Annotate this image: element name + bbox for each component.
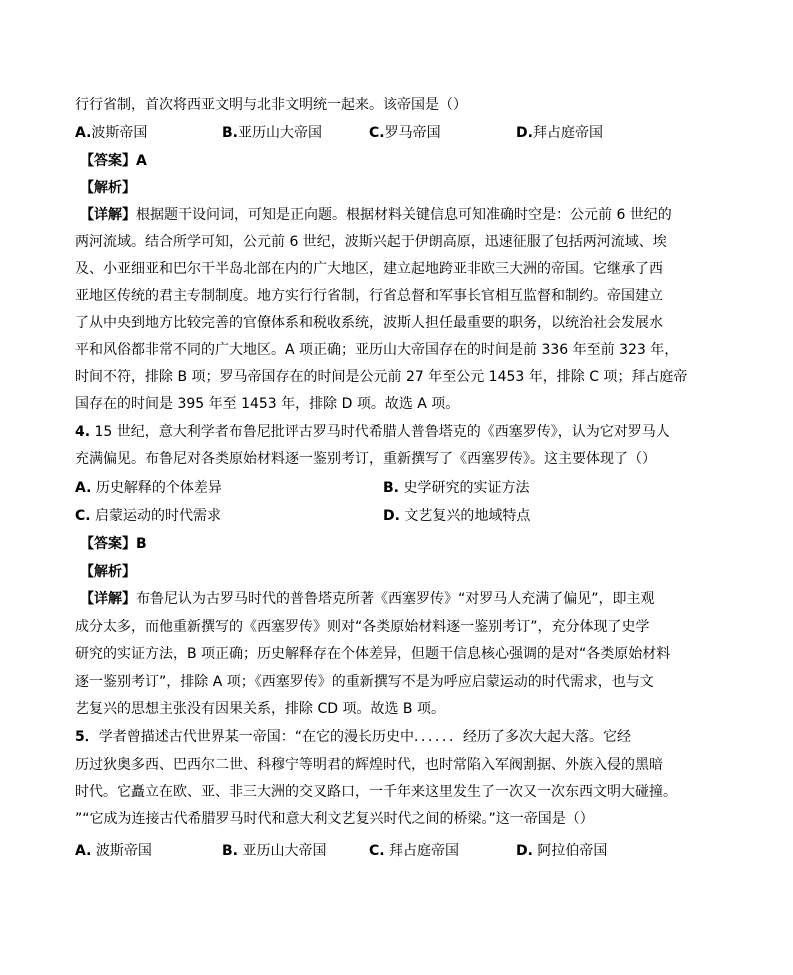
q3-detail-line-1: 两河流域。结合所学可知，公元前 6 世纪，波斯兴起于伊朗高原，迅速征服了包括两河流域、埃: [75, 234, 667, 250]
q4-detail-line-0: 【详解】布鲁尼认为古罗马时代的普鲁塔克所著《西塞罗传》“对罗马人充满了偏见”，即主观: [80, 591, 655, 607]
q3-option-a: A.波斯帝国: [75, 125, 148, 141]
q4-option-d: D. 文艺复兴的地域特点: [383, 508, 531, 524]
q3-detail-line-3: 亚地区传统的君主专制制度。地方实行行省制，行省总督和军事长官相互监督和制约。帝国建立: [75, 288, 663, 304]
q3-detail-line-7: 国存在的时间是 395 年至 1453 年，排除 D 项。故选 A 项。: [75, 396, 460, 412]
q5-option-b: B. 亚历山大帝国: [222, 843, 327, 859]
q4-analysis-heading: 【解析】: [80, 564, 136, 580]
q3-detail-line-2: 及、小亚细亚和巴尔干半岛北部在内的广大地区，建立起地跨亚非欧三大洲的帝国。它继承了西: [75, 261, 663, 277]
q4-detail-line-2: 研究的实证方法，B 项正确；历史解释存在个体差异，但题干信息核心强调的是对“各类原始材料: [75, 646, 671, 662]
q4-detail-line-4: 艺复兴的思想主张没有因果关系，排除 CD 项。故选 B 项。: [75, 701, 445, 717]
q3-option-d: D.拜占庭帝国: [516, 125, 603, 141]
q5-stem-line-0: 5．学者曾描述古代世界某一帝国：“在它的漫长历史中．．．．．．经历了多次大起大落。它经: [75, 729, 632, 745]
q3-option-b: B.亚历山大帝国: [222, 125, 322, 141]
q4-stem-line-0: 4. 15 世纪，意大利学者布鲁尼批评古罗马时代希腊人普鲁塔克的《西塞罗传》，认为它对罗马人: [75, 424, 670, 440]
q3-options: [75, 124, 735, 142]
q3-analysis-heading: 【解析】: [80, 180, 136, 196]
q5-option-d: D. 阿拉伯帝国: [516, 843, 608, 859]
q4-answer: 【答案】B: [80, 536, 147, 552]
q5-stem-line-2: 时代。它矗立在欧、亚、非三大洲的交叉路口，一千年来这里发生了一次又一次东西文明大碰撞。: [75, 784, 677, 800]
q4-option-c: C. 启蒙运动的时代需求: [75, 508, 222, 524]
q5-options: [75, 842, 735, 860]
q5-stem-line-3: ”“它成为连接古代希腊罗马时代和意大利文艺复兴时代之间的桥梁。”这一帝国是（）: [75, 811, 594, 827]
q3-detail-line-5: 平和风俗都非常不同的广大地区。A 项正确；亚历山大帝国存在的时间是前 336 年至前 323 年，: [75, 342, 679, 358]
q4-option-a: A. 历史解释的个体差异: [75, 480, 222, 496]
q4-detail-line-1: 成分太多，而他重新撰写的《西塞罗传》则对“各类原始材料逐一鉴别考订”，充分体现了史学: [75, 619, 650, 635]
q3-detail-line-6: 时间不符，排除 B 项；罗马帝国存在的时间是公元前 27 年至公元 1453 年，排除 C 项；拜占庭帝: [75, 369, 688, 385]
q3-detail-line-0: 【详解】根据题干设问词，可知是正向题。根据材料关键信息可知准确时空是：公元前 6 世纪的: [80, 207, 672, 223]
q3-detail-line-4: 了从中央到地方比较完善的官僚体系和税收系统，波斯人担任最重要的职务，以统治社会发展水: [75, 315, 663, 331]
q3-stem-tail: 行行省制，首次将西亚文明与北非文明统一起来。该帝国是（）: [75, 97, 467, 113]
q4-stem-line-1: 充满偏见。布鲁尼对各类原始材料逐一鉴别考订，重新撰写了《西塞罗传》。这主要体现了（）: [75, 451, 656, 467]
q5-option-c: C. 拜占庭帝国: [369, 843, 460, 859]
q4-options-row-1: [75, 479, 735, 497]
q5-option-a: A. 波斯帝国: [75, 843, 152, 859]
q3-answer: 【答案】A: [80, 153, 147, 169]
q4-option-b: B. 史学研究的实证方法: [383, 480, 530, 496]
q4-options-row-2: [75, 507, 735, 525]
q5-stem-line-1: 历过狄奥多西、巴西尔二世、科穆宁等明君的辉煌时代，也时常陷入军阀割据、外族入侵的黑暗: [75, 757, 663, 773]
q4-detail-line-3: 逐一鉴别考订”，排除 A 项；《西塞罗传》的重新撰写不是为呼应启蒙运动的时代需求，也与文: [75, 674, 654, 690]
q3-option-c: C.罗马帝国: [369, 125, 441, 141]
